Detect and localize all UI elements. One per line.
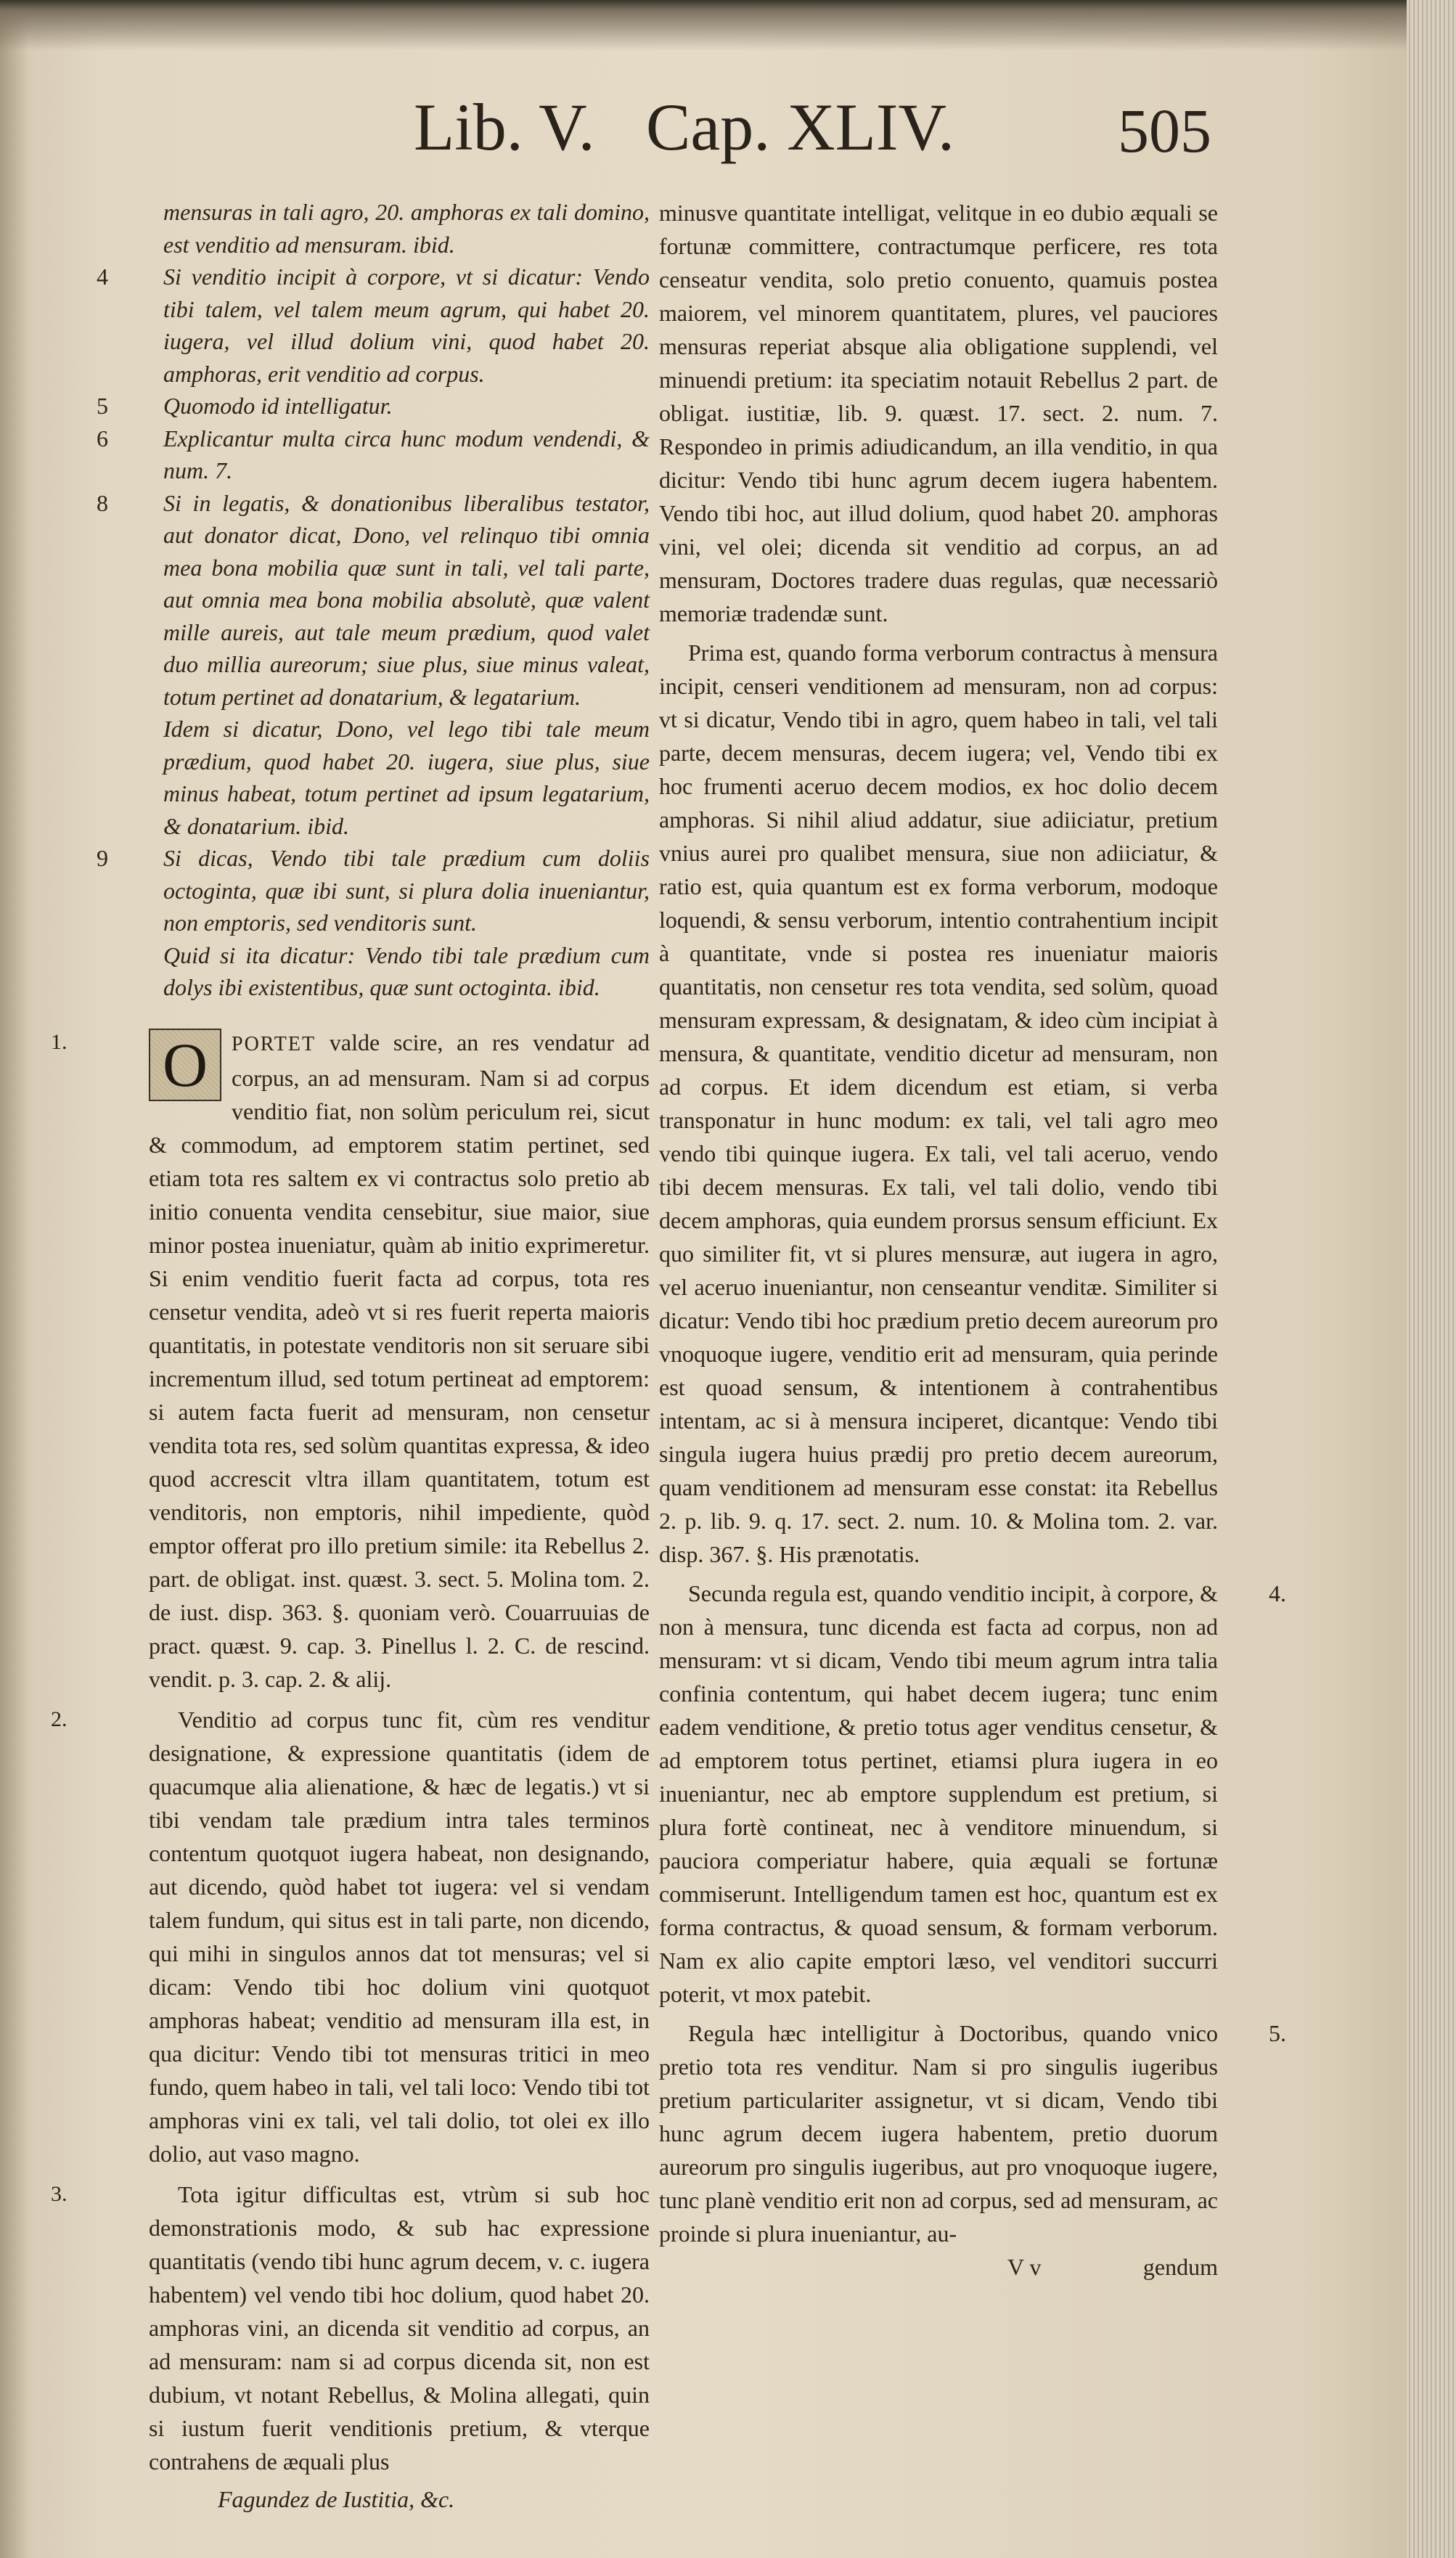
summary-item: Quid si ita dicatur: Vendo tibi tale prædium cum dolys ibi existentibus, quæ sunt octoginta. ibid. — [163, 941, 650, 1000]
catchword: gendum — [1142, 2254, 1218, 2280]
paragraph: 5. Regula hæc intelligitur à Doctoribus, quando vnico pretio tota res venditur. Nam si pro singulis iugeribus pretium particulariter assignetur, vt si dicam, Vendo tibi hunc agrum decem iugera habentem, pretio duorum aureorum pro singulis iugeribus, aut pro vnoquoque iugere, tunc planè venditio erit non ad corpus, sed ad mensuram, ac proinde si plura inueniantur, au- — [659, 2016, 1218, 2250]
margin-number: 5. — [1269, 2020, 1286, 2046]
page-footer — [659, 2250, 1218, 2284]
paragraph-number: 2. — [51, 1707, 68, 1731]
paragraph-number: 1. — [51, 1029, 68, 1054]
paragraph: 3. Tota igitur difficultas est, vtrùm si sub hoc demonstrationis modo, & sub hac expressione quantitatis (vendo tibi hunc agrum decem, v. c. iugera habentem) vel vendo tibi hoc dolium, quod habet 20. amphoras vini, an dicenda sit venditio ad corpus, an ad mensuram: nam si ad corpus dicenda sit, non est dubium, vt notant Rebellus, & Molina allegati, quin si iustum fuerit venditionis pretium, & vterque contrahens de æquali plus — [149, 2178, 650, 2478]
page-stack-edge — [1407, 0, 1456, 2558]
right-column — [659, 196, 1286, 2284]
paragraph: 2. Venditio ad corpus tunc fit, cùm res venditur designatione, & expressione quantitatis (idem de quacumque alia alienatione, & hæc de legatis.) vt si tibi vendam tale prædium intra tales terminos contentum quotquot iugera habeat, non designando, aut dicendo, quòd habet tot iugera: vel si vendam talem fundum, qui situs est in tali parte, non dicendo, qui mihi in singulos annos dat tot mensuras; vel si dicam: Vendo tibi hoc dolium vini quotquot amphoras habeat; venditio ad mensuram illa est, in qua dicitur: Vendo tibi tot mensuras tritici in meo fundo, quem habeo in tali, vel tali loco: Vendo tibi tot amphoras vini ex tali, vel tali dolio, tot olei ex illo dolio, aut vaso magno. — [149, 1703, 650, 2170]
page-top-shadow — [0, 0, 1423, 51]
paragraph-number: 3. — [51, 2181, 68, 2206]
chapter-number: Cap. XLIV. — [646, 90, 955, 164]
summary-item: 8 Si in legatis, & donationibus liberalibus testator, aut donator dicat, Dono, vel relinquo tibi omnia mea bona mobilia quæ sunt in tali, vel tali parte, aut omnia mea bona mobilia absolutè, quæ valent mille aureis, aut tale meum prædium, quod valet duo millia aureorum; siue plus, siue minus valeat, totum pertinet ad donatarium, & legatarium. — [97, 489, 650, 710]
summary-item: 4 Si venditio incipit à corpore, vt si dicatur: Vendo tibi talem, vel talem meum agrum, qui habet 20. iugera, vel illud dolium vini, quod habet 20. amphoras, erit venditio ad corpus. — [97, 263, 650, 387]
margin-number: 4. — [1269, 1580, 1286, 1606]
paragraph: minusve quantitate intelligat, velitque in eo dubio æquali se fortunæ committere, contractumque perficere, res tota censeatur vendita, solo pretio conuento, quamuis postea maiorem, vel minorem quantitatem, plures, vel pauciores mensuras reperiat absque alia obligatione supplendi, vel minuendi pretium: ita speciatim notauit Rebellus 2 part. de obligat. iustitiæ, lib. 9. quæst. 17. sect. 2. num. 7. Respondeo in primis adiudicandum, an illa venditio, in qua dicitur: Vendo tibi hunc agrum decem iugera habentem. Vendo tibi hoc, aut illud dolium, quod habet 20. amphoras vini, vel olei; dicenda sit venditio ad corpus, an ad mensuram, Doctores tradere duas regulas, quæ necessariò memoriæ tradendæ sunt. — [659, 200, 1218, 626]
paragraph: 1. O PORTET valde scire, an res vendatur ad corpus, an ad mensuram. Nam si ad corpus venditio fiat, non solùm periculum rei, sicut & commodum, ad emptorem statim pertinet, sed etiam tota res saltem ex vi contractus solo pretio ab initio conuenta vendita censebitur, siue maior, siue minor postea inueniatur, quàm ab initio exprimeretur. Si enim venditio fuerit facta ad corpus, tota res censetur vendita, adeò vt si res fuerit reperta maioris quantitatis, in potestate venditoris non sit seruare sibi incrementum illud, sed totum pertineat ad emptorem: si autem facta fuerit ad mensuram, non censetur vendita tota res, sed solùm quantitas expressa, & ideo quod accrescit vltra illam quantitatem, totum est venditoris, non emptoris, nihil impediente, quòd emptor offerat pro illo pretium simile: ita Rebellus 2. part. de obligat. inst. quæst. 3. sect. 5. Molina tom. 2. de iust. disp. 363. §. quoniam verò. Couarruuias de pract. quæst. 9. cap. 3. Pinellus l. 2. C. de rescind. vendit. p. 3. cap. 2. & alij. — [149, 1026, 650, 1696]
paragraph: Prima est, quando forma verborum contractus à mensura incipit, censeri venditionem ad mensuram, non ad corpus: vt si dicatur, Vendo tibi in agro, quem habeo in tali, vel tali parte, decem mensuras, decem iugera; vel, Vendo tibi ex hoc frumenti aceruo decem modios, ex hoc dolio decem amphoras. Si nihil aliud addatur, siue adiiciatur, pretium vnius aurei pro qualibet mensura, siue non adiiciatur, & ratio est, quia quantum est ex forma verborum, modoque loquendi, & sensu verborum, intentio contrahentium incipit à quantitate, vnde si postea res inueniatur maioris quantitatis, non censetur res tota vendita, sed solùm, quoad mensuram expressam, & designatam, & ideo cùm incipiat à mensura, & quantitate, venditio dicetur ad mensuram, non ad corpus. Et idem dicendum est etiam, si verba transponatur in hunc modum: ex tali, vel tali agro meo vendo tibi quinque iugera. Ex tali, vel tali aceruo, vendo tibi decem mensuras. Ex tali, vel tali dolio, vendo tibi decem amphoras, quia eundem prorsus sensum efficiunt. Ex quo similiter fit, vt si plures mensuræ, aut iugera in agro, vel aceruo inueniantur, non censeantur venditæ. Similiter si dicatur: Vendo tibi hoc prædium pretio decem aureorum pro vnoquoque iugere, venditio erit ad mensuram, quia perinde est quoad sensum, & intentionem à contrahentibus intentam, ac si à mensura inciperet, dicantque: Vendo tibi singula iugera huius prædij pro pretio decem aureorum, quam venditionem ad mensuram esse constat: ita Rebellus 2. p. lib. 9. q. 17. sect. 2. num. 10. & Molina tom. 2. var. disp. 367. §. His prænotatis. — [659, 640, 1218, 1567]
opening-word: PORTET — [232, 1032, 316, 1055]
summary-item: mensuras in tali agro, 20. amphoras ex tali domino, est venditio ad mensuram. ibid. — [163, 199, 650, 258]
signature-mark: V v — [1007, 2254, 1042, 2280]
left-footer-title: Fagundez de Iustitia, &c. — [218, 2485, 455, 2512]
running-header — [414, 87, 1212, 167]
summary-item: 6 Explicantur multa circa hunc modum vendendi, & num. 7. — [97, 425, 650, 483]
summary-item: 5 Quomodo id intelligatur. — [97, 393, 393, 419]
summary-item: Idem si dicatur, Dono, vel lego tibi tale meum prædium, quod habet 20. iugera, siue plus, siue minus habeat, totum pertinet ad ipsum legatarium, & donatarium. ibid. — [163, 716, 650, 839]
ornamental-initial: O — [149, 1029, 221, 1101]
book-number: Lib. V. — [414, 90, 595, 164]
summary-item: 9 Si dicas, Vendo tibi tale prædium cum doliis octoginta, quæ ibi sunt, si plura dolia inueniantur, non emptoris, sed venditoris sunt. — [97, 845, 650, 936]
page-number: 505 — [1118, 96, 1211, 166]
left-column — [51, 196, 650, 2516]
paragraph: 4. Secunda regula est, quando venditio incipit, à corpore, & non à mensura, tunc dicenda est facta ad corpus, non ad mensuram: vt si dicam, Vendo tibi meum agrum intra talia confinia contentum, qui habet decem iugera; tunc enim eadem venditione, & pretio totus ager venditus censetur, & ad emptorem totus pertinet, etiamsi plura iugera in eo inueniantur, nec ab emptore supplendum est pretium, si plura fortè contineat, nec à venditore minuendum, si pauciora comperiatur habere, quia æquali se fortunæ commiserunt. Intelligendum tamen est hoc, quantum est ex forma contractus, & quoad sensum, & formam verborum. Nam ex alio capite emptori læso, vel venditori succurri poterit, vt mox patebit. — [659, 1577, 1218, 2011]
